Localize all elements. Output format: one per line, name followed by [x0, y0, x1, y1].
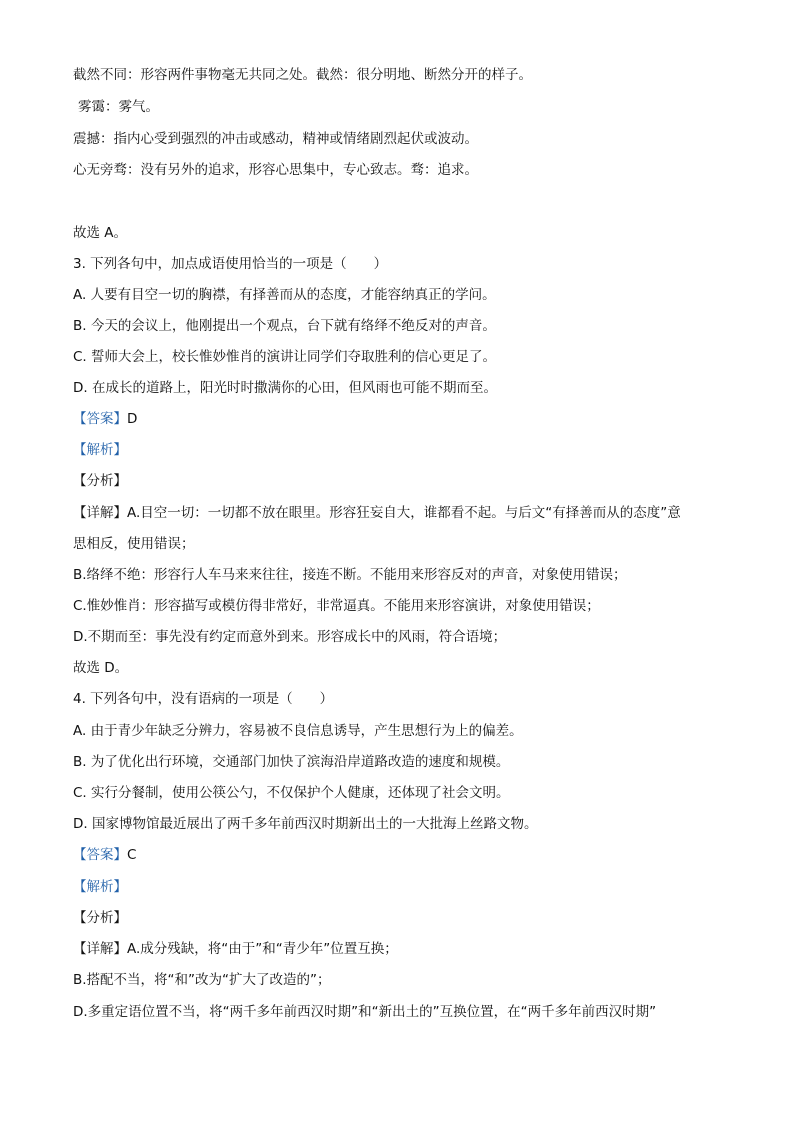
question-4-analysis-tag: [73, 878, 733, 896]
question-4-option-d: D. 国家博物馆最近展出了两千多年前西汉时期新出土的一大批海上丝路文物。: [73, 816, 538, 832]
question-3-option-a: A. 人要有目空一切的胸襟，有择善而从的态度，才能容纳真正的学问。: [73, 287, 496, 303]
question-3-detail-c: C.惟妙惟肖：形容描写或模仿得非常好，非常逼真。不能用来形容演讲，对象使用错误；: [73, 598, 600, 614]
question-3-conclusion: 故选 D。: [73, 660, 129, 676]
question-4-detail-b: B.搭配不当，将“和”改为“扩大了改造的”；: [73, 972, 331, 988]
question-3-analysis-tag: [73, 441, 733, 459]
question-4-option-a: A. 由于青少年缺乏分辨力，容易被不良信息诱导，产生思想行为上的偏差。: [73, 723, 523, 739]
question-3-answer: [73, 410, 733, 428]
detail-a-text: A.目空一切：一切都不放在眼里。形容狂妄自大，谁都看不起。与后文“有择善而从的态度”意: [127, 505, 681, 521]
fenxi-tag: 【分析】: [73, 910, 127, 926]
question-4-stem: 4. 下列各句中，没有语病的一项是（ ）: [73, 691, 334, 707]
question-3-detail-b: B.络绎不绝：形容行人车马来来往往，接连不断。不能用来形容反对的声音，对象使用错误；: [73, 567, 627, 583]
analysis-tag: 【解析】: [73, 442, 127, 458]
answer-value: D: [127, 411, 138, 427]
vocab-line: 截然不同：形容两件事物毫无共同之处。截然：很分明地、断然分开的样子。: [73, 67, 532, 83]
question-4-detail-a: [73, 940, 733, 958]
answer-tag: 【答案】: [73, 411, 127, 427]
detail-a-text: A.成分残缺，将“由于”和“青少年”位置互换；: [127, 941, 398, 957]
vocab-line: 心无旁骛：没有另外的追求，形容心思集中，专心致志。骛：追求。: [73, 162, 478, 178]
fenxi-tag: 【分析】: [73, 473, 127, 489]
question-3-option-b: B. 今天的会议上，他刚提出一个观点，台下就有络绎不绝反对的声音。: [73, 318, 496, 334]
question-3-detail-a: [73, 504, 733, 522]
conclusion-text: 故选 A。: [73, 225, 128, 241]
question-4-option-b: B. 为了优化出行环境，交通部门加快了滨海沿岸道路改造的速度和规模。: [73, 754, 510, 770]
detail-tag: 【详解】: [73, 941, 127, 957]
analysis-tag: 【解析】: [73, 879, 127, 895]
question-3-stem: 3. 下列各句中，加点成语使用恰当的一项是（ ）: [73, 256, 388, 272]
question-4-detail-d: D.多重定语位置不当，将“两千多年前西汉时期”和“新出土的”互换位置，在“两千多年前西汉时期”: [73, 1004, 657, 1020]
vocab-line: 震撼：指内心受到强烈的冲击或感动，精神或情绪剧烈起伏或波动。: [73, 131, 478, 147]
question-3-fenxi-tag: [73, 472, 733, 490]
question-3-detail-d: D.不期而至：事先没有约定而意外到来。形容成长中的风雨，符合语境；: [73, 629, 507, 645]
question-3-option-c: C. 誓师大会上，校长惟妙惟肖的演讲让同学们夺取胜利的信心更足了。: [73, 349, 497, 365]
answer-value: C: [127, 847, 137, 863]
question-3-detail-a-cont: 思相反，使用错误；: [73, 536, 195, 552]
question-4-answer: [73, 846, 733, 864]
detail-tag: 【详解】: [73, 505, 127, 521]
answer-tag: 【答案】: [73, 847, 127, 863]
question-4-fenxi-tag: [73, 909, 733, 927]
question-4-option-c: C. 实行分餐制，使用公筷公勺，不仅保护个人健康，还体现了社会文明。: [73, 785, 510, 801]
question-3-option-d: D. 在成长的道路上，阳光时时撒满你的心田，但风雨也可能不期而至。: [73, 380, 497, 396]
vocab-line: 雾霭：雾气。: [78, 99, 159, 115]
